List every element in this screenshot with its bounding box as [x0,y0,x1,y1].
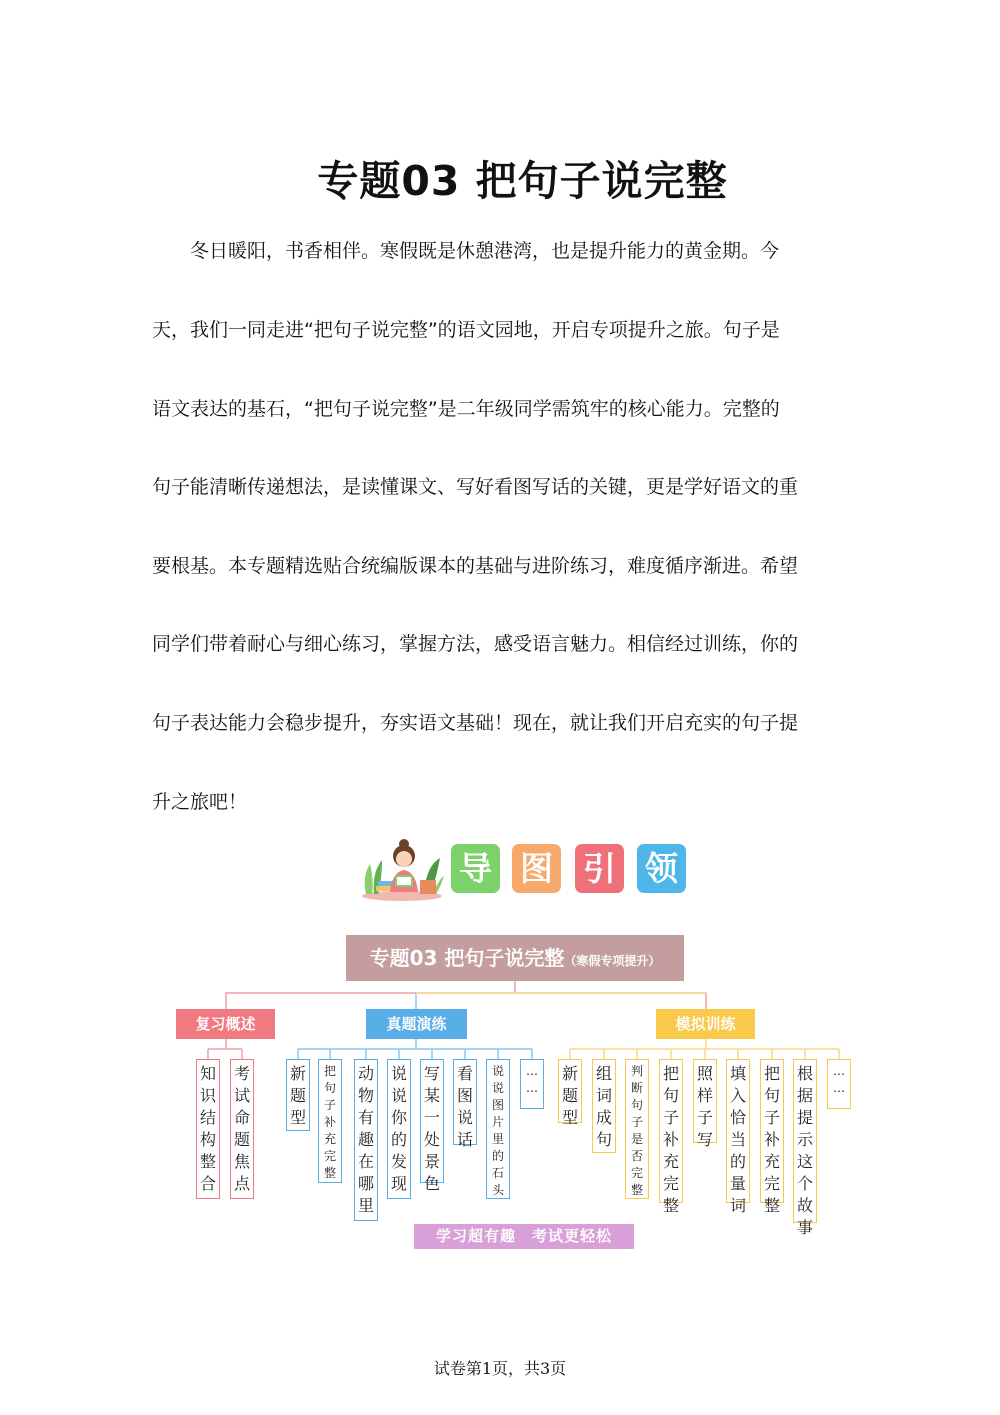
mindmap-leaf [558,1059,582,1127]
mindmap-leaf [230,1059,254,1199]
mindmap-leaf [827,1059,851,1109]
intro-line: 句子能清晰传递想法，是读懂课文、写好看图写话的关键，更是学好语文的重 [152,476,799,498]
banner-tile-text: 领 [645,849,678,888]
leaf-text: 把 句 子 补 充 完 整 [323,1064,336,1180]
leaf-text: … … [833,1064,845,1095]
leaf-text: 把 句 子 补 充 完 整 [662,1064,679,1215]
intro-line: 同学们带着耐心与细心练习，掌握方法，感受语言魅力。相信经过训练，你的 [152,633,799,655]
mindmap-root-subtitle: （寒假专项提升） [564,954,661,968]
leaf-text: 动 物 有 趣 在 哪 里 [357,1064,374,1215]
banner-tile-text: 导 [459,849,492,888]
leaf-text: 知 识 结 构 整 合 [199,1064,216,1193]
mindmap-leaf [592,1059,616,1153]
mindmap-leaf [659,1059,683,1215]
page-title: 专题03 把句子说完整 [317,157,728,205]
category-label: 真题演练 [386,1015,447,1033]
mindmap-leaf [453,1059,477,1149]
mindmap-leaf [196,1059,220,1199]
leaf-text: 组 词 成 句 [595,1064,612,1149]
category-review [176,1009,275,1039]
leaf-text: 把 句 子 补 充 完 整 [763,1064,780,1215]
intro-line: 句子表达能力会稳步提升，夯实语文基础！现在，就让我们开启充实的句子提 [152,712,799,734]
mindmap-leaf [693,1059,717,1149]
mindmap-leaf [387,1059,411,1199]
mindmap-leaf [726,1059,750,1215]
intro-line: 天，我们一同走进“把句子说完整”的语文园地，开启专项提升之旅。句子是 [152,319,780,341]
leaf-text: 新 题 型 [561,1064,578,1127]
category-label: 模拟训练 [675,1015,736,1033]
mindmap-leaf [520,1059,544,1109]
banner-tile-text: 引 [583,849,616,888]
leaf-text: … … [526,1064,538,1095]
banner-tile-text: 图 [520,849,553,888]
mindmap-leaf [760,1059,784,1215]
mindmap-leaf [486,1059,510,1199]
mindmap-leaf [318,1059,342,1183]
leaf-text: 说 说 图 片 里 的 石 头 [491,1064,504,1197]
category-practice [366,1009,467,1039]
mindmap-slogan: 学习超有趣 考试更轻松 [414,1224,634,1249]
mindmap-root-title: 专题03 把句子说完整 [369,946,565,970]
mindmap-leaf [793,1059,817,1237]
leaf-text: 新 题 型 [289,1064,306,1127]
mindmap-leaf [420,1059,444,1193]
intro-line: 语文表达的基石，“把句子说完整”是二年级同学需筑牢的核心能力。完整的 [152,398,780,420]
leaf-text: 考 试 命 题 焦 点 [233,1064,250,1193]
leaf-text: 根 据 提 示 这 个 故 事 [796,1064,813,1237]
intro-line: 冬日暖阳，书香相伴。寒假既是休憩港湾，也是提升能力的黄金期。今 [152,240,780,262]
leaf-text: 说 说 你 的 发 现 [390,1064,407,1193]
leaf-text: 填 入 恰 当 的 量 词 [729,1064,746,1215]
page-footer: 试卷第1页，共3页 [433,1359,567,1378]
intro-line: 升之旅吧！ [152,791,248,813]
mindmap-root [346,935,684,981]
category-mock [656,1009,755,1039]
category-label: 复习概述 [195,1015,256,1033]
mindmap-leaf [625,1059,649,1199]
leaf-text: 照 样 子 写 [696,1064,713,1149]
leaf-text: 看 图 说 话 [456,1064,473,1149]
mindmap-leaf [354,1059,378,1221]
mindmap-leaf [286,1059,310,1131]
leaf-text: 写 某 一 处 景 色 [423,1064,440,1193]
leaf-text: 判 断 句 子 是 否 完 整 [630,1064,643,1197]
intro-line: 要根基。本专题精选贴合统编版课本的基础与进阶练习，难度循序渐进。希望 [152,555,799,577]
